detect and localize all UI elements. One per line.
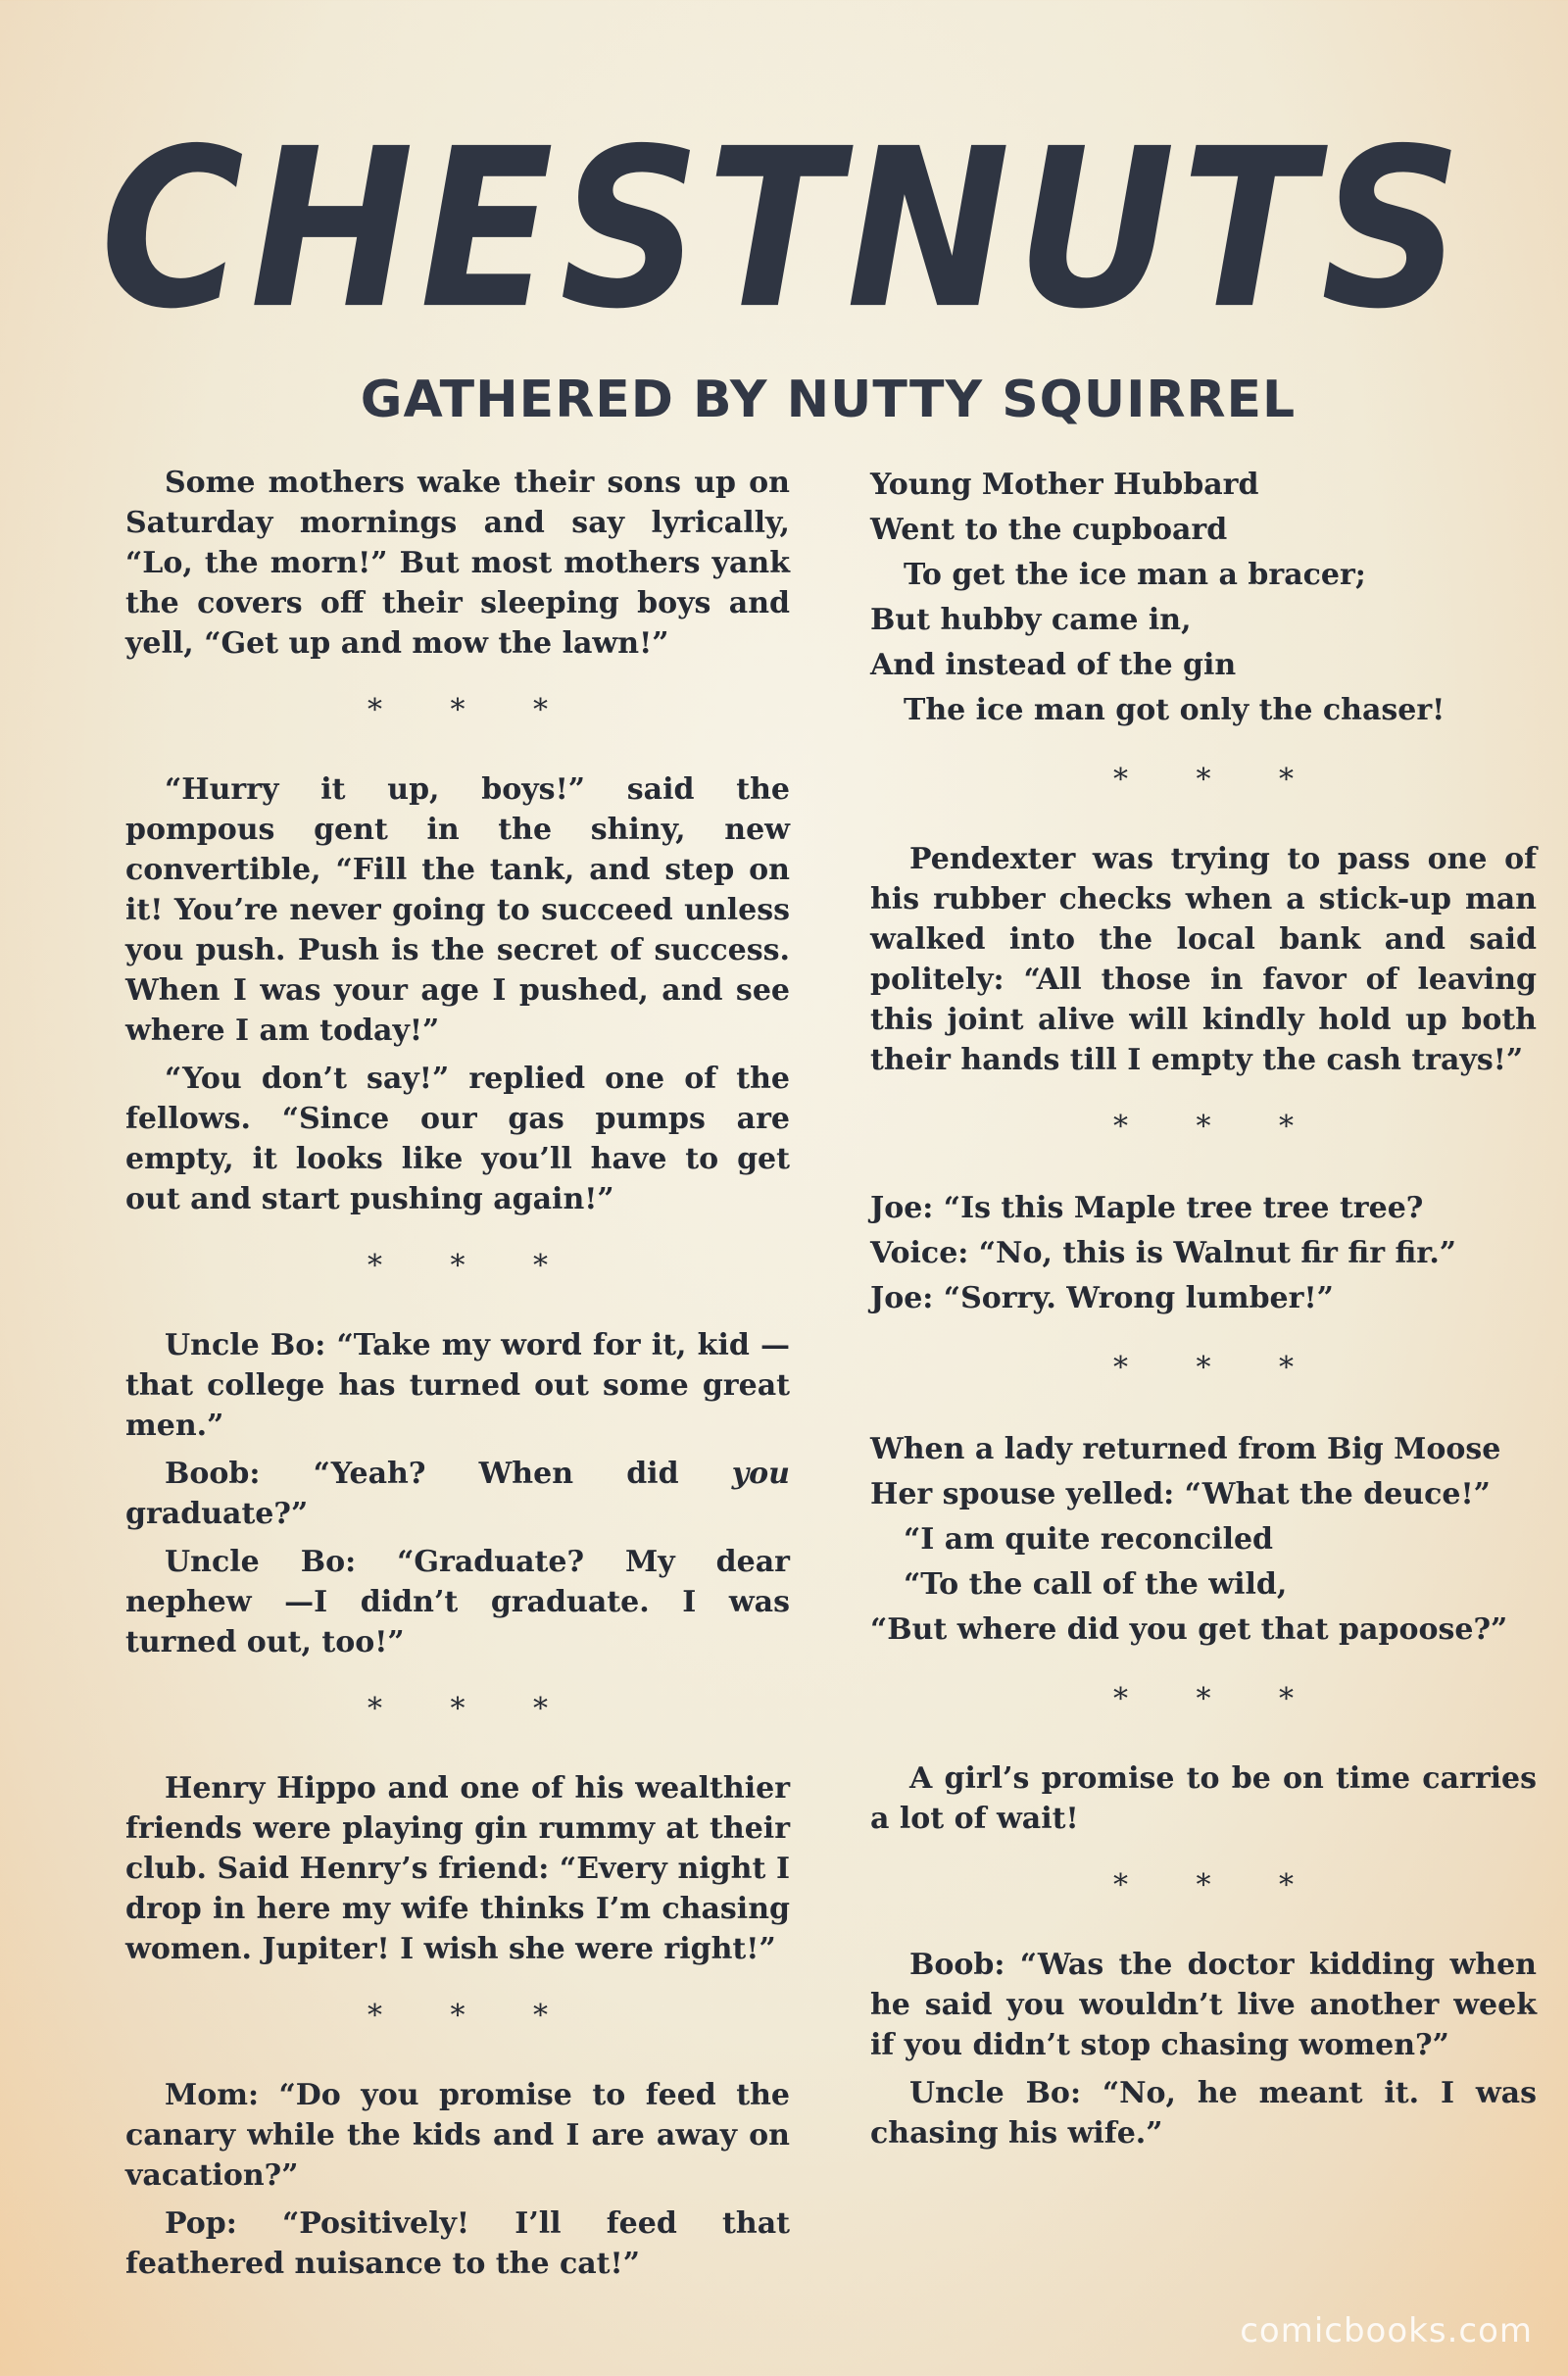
separator: * * * xyxy=(1112,763,1324,797)
joke-push-b: “You don’t say!” replied one of the fellows. “Since our gas pumps are empty, it looks like you’ll have to get out and start pushing again!” xyxy=(125,1062,790,1216)
watermark: comicbooks.com xyxy=(1240,2311,1533,2351)
right-column xyxy=(870,463,1537,2161)
separator: * * * xyxy=(1112,1351,1324,1385)
poem-big-moose xyxy=(870,1427,1537,1653)
poem-line: Went to the cupboard xyxy=(870,513,1228,547)
joke-canary-b: Pop: “Positively! I’ll feed that feathered nuisance to the cat!” xyxy=(125,2206,790,2281)
joke-push-a: “Hurry it up, boys!” said the pompous gent in the shiny, new convertible, “Fill the tank, and step on it! You’re never going to succeed unless you push. Push is the secret of success. When I was your age I pushed, and see where I am today!” xyxy=(125,772,790,1048)
separator: * * * xyxy=(367,693,578,727)
poem-line: Her spouse yelled: “What the deuce!” xyxy=(870,1477,1491,1511)
joke-college-b xyxy=(125,1454,790,1534)
separator: * * * xyxy=(367,1692,578,1726)
joke-gin-rummy: Henry Hippo and one of his wealthier friends were playing gin rummy at their club. Said Henry’s friend: “Every night I drop in here my wife thinks I’m chasing women. Jupiter! I wish she were right!” xyxy=(125,1771,790,1966)
poem-line: “To the call of the wild, xyxy=(904,1567,1288,1602)
poem-line: But hubby came in, xyxy=(870,603,1192,637)
separator: * * * xyxy=(1112,1868,1324,1903)
separator: * * * xyxy=(1112,1682,1324,1716)
poem-line: Young Mother Hubbard xyxy=(870,468,1259,502)
dialog-line: Joe: “Sorry. Wrong lumber!” xyxy=(870,1281,1334,1315)
poem-line: “But where did you get that papoose?” xyxy=(870,1612,1508,1647)
joke-college-a: Uncle Bo: “Take my word for it, kid —that college has turned out some great men.” xyxy=(125,1328,790,1443)
dialog-line: Voice: “No, this is Walnut fir fir fir.” xyxy=(870,1236,1457,1270)
joke-promise: A girl’s promise to be on time carries a lot of wait! xyxy=(870,1761,1537,1836)
joke-college-b-pre: Boob: “Yeah? When did xyxy=(165,1457,732,1491)
separator: * * * xyxy=(367,1999,578,2033)
poem-line: “I am quite reconciled xyxy=(904,1522,1274,1557)
separator: * * * xyxy=(1112,1110,1324,1144)
joke-canary-a: Mom: “Do you promise to feed the canary while the kids and I are away on vacation?” xyxy=(125,2078,790,2193)
left-column xyxy=(125,463,790,2292)
joke-rubber-checks: Pendexter was trying to pass one of his rubber checks when a stick-up man walked into the local bank and said politely: “All those in favor of leaving this joint alive will kindly hold up both their hands till I empty the cash trays!” xyxy=(870,842,1537,1077)
joke-lumber xyxy=(870,1186,1537,1321)
page-subtitle: GATHERED BY NUTTY SQUIRREL xyxy=(360,371,1297,429)
separator: * * * xyxy=(367,1249,578,1283)
joke-lawn: Some mothers wake their sons up on Saturday mornings and say lyrically, “Lo, the morn!” But most mothers yank the covers off their sleeping boys and yell, “Get up and mow the lawn!” xyxy=(125,466,790,661)
joke-doctor-b: Uncle Bo: “No, he meant it. I was chasing his wife.” xyxy=(870,2076,1537,2151)
poem-line: To get the ice man a bracer; xyxy=(904,558,1366,592)
page-title: CHESTNUTS xyxy=(100,101,1468,358)
poem-line: The ice man got only the chaser! xyxy=(904,693,1446,727)
joke-college-b-em: you xyxy=(731,1457,790,1491)
dialog-line: Joe: “Is this Maple tree tree tree? xyxy=(870,1191,1424,1225)
poem-mother-hubbard xyxy=(870,463,1537,733)
poem-line: And instead of the gin xyxy=(870,648,1237,682)
joke-doctor-a: Boob: “Was the doctor kidding when he said you wouldn’t live another week if you didn’t stop chasing women?” xyxy=(870,1948,1537,2062)
joke-college-b-post: graduate?” xyxy=(125,1497,309,1531)
joke-college-c: Uncle Bo: “Graduate? My dear nephew —I didn’t graduate. I was turned out, too!” xyxy=(125,1545,790,1659)
poem-line: When a lady returned from Big Moose xyxy=(870,1432,1501,1466)
